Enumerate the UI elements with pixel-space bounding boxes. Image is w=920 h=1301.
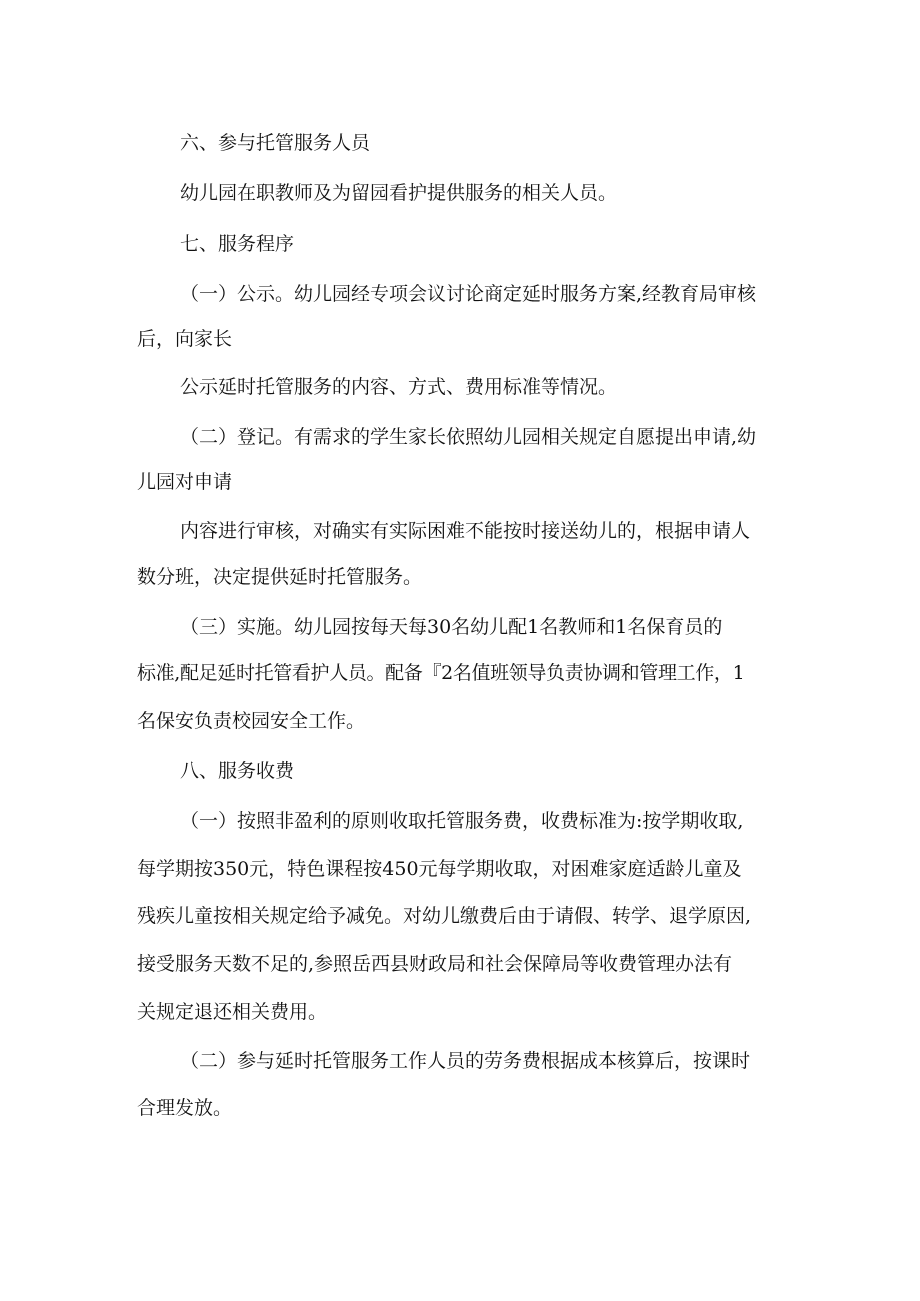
paragraph-labor-fee-line-2: 合理发放。 (137, 1097, 233, 1119)
section-heading-procedure: 七、服务程序 (180, 233, 295, 255)
paragraph-fee-standard-line-3: 残疾儿童按相关规定给予减免。对幼儿缴费后由于请假、转学、退学原因, (137, 905, 752, 927)
paragraph-announcement-line-1: （一）公示。幼儿园经专项会议讨论商定延时服务方案,经教育局审核 (180, 283, 757, 305)
paragraph-registration-line-2: 儿园对申请 (137, 471, 233, 493)
paragraph-implementation-line-2: 标准,配足延时托管看护人员。配备『2名值班领导负责协调和管理工作，1 (137, 662, 745, 684)
paragraph-registration-line-1: （二）登记。有需求的学生家长依照幼儿园相关规定自愿提出申请,幼 (180, 426, 757, 448)
paragraph-announcement-line-3: 公示延时托管服务的内容、方式、费用标准等情况。 (180, 376, 618, 398)
paragraph-fee-standard-line-5: 关规定退还相关费用。 (137, 1001, 328, 1023)
paragraph-implementation-line-1: （三）实施。幼儿园按每天每30名幼儿配1名教师和1名保育员的 (180, 616, 723, 638)
section-heading-fees: 八、服务收费 (180, 760, 295, 782)
paragraph-fee-standard-line-4: 接受服务天数不足的,参照岳西县财政局和社会保障局等收费管理办法有 (137, 953, 733, 975)
paragraph-labor-fee-line-1: （二）参与延时托管服务工作人员的劳务费根据成本核算后，按课时 (180, 1050, 751, 1072)
paragraph-registration-line-3: 内容进行审核，对确实有实际困难不能按时接送幼儿的，根据申请人 (180, 520, 751, 542)
section-heading-personnel: 六、参与托管服务人员 (180, 132, 371, 154)
paragraph-fee-standard-line-1: （一）按照非盈利的原则收取托管服务费，收费标准为:按学期收取, (180, 810, 744, 832)
paragraph-fee-standard-line-2: 每学期按350元，特色课程按450元每学期收取，对困难家庭适龄儿童及 (137, 858, 742, 880)
paragraph-registration-line-4: 数分班，决定提供延时托管服务。 (137, 566, 423, 588)
paragraph-personnel: 幼儿园在职教师及为留园看护提供服务的相关人员。 (180, 182, 618, 204)
paragraph-announcement-line-2: 后，向家长 (137, 328, 233, 350)
paragraph-implementation-line-3: 名保安负责校园安全工作。 (137, 710, 366, 732)
